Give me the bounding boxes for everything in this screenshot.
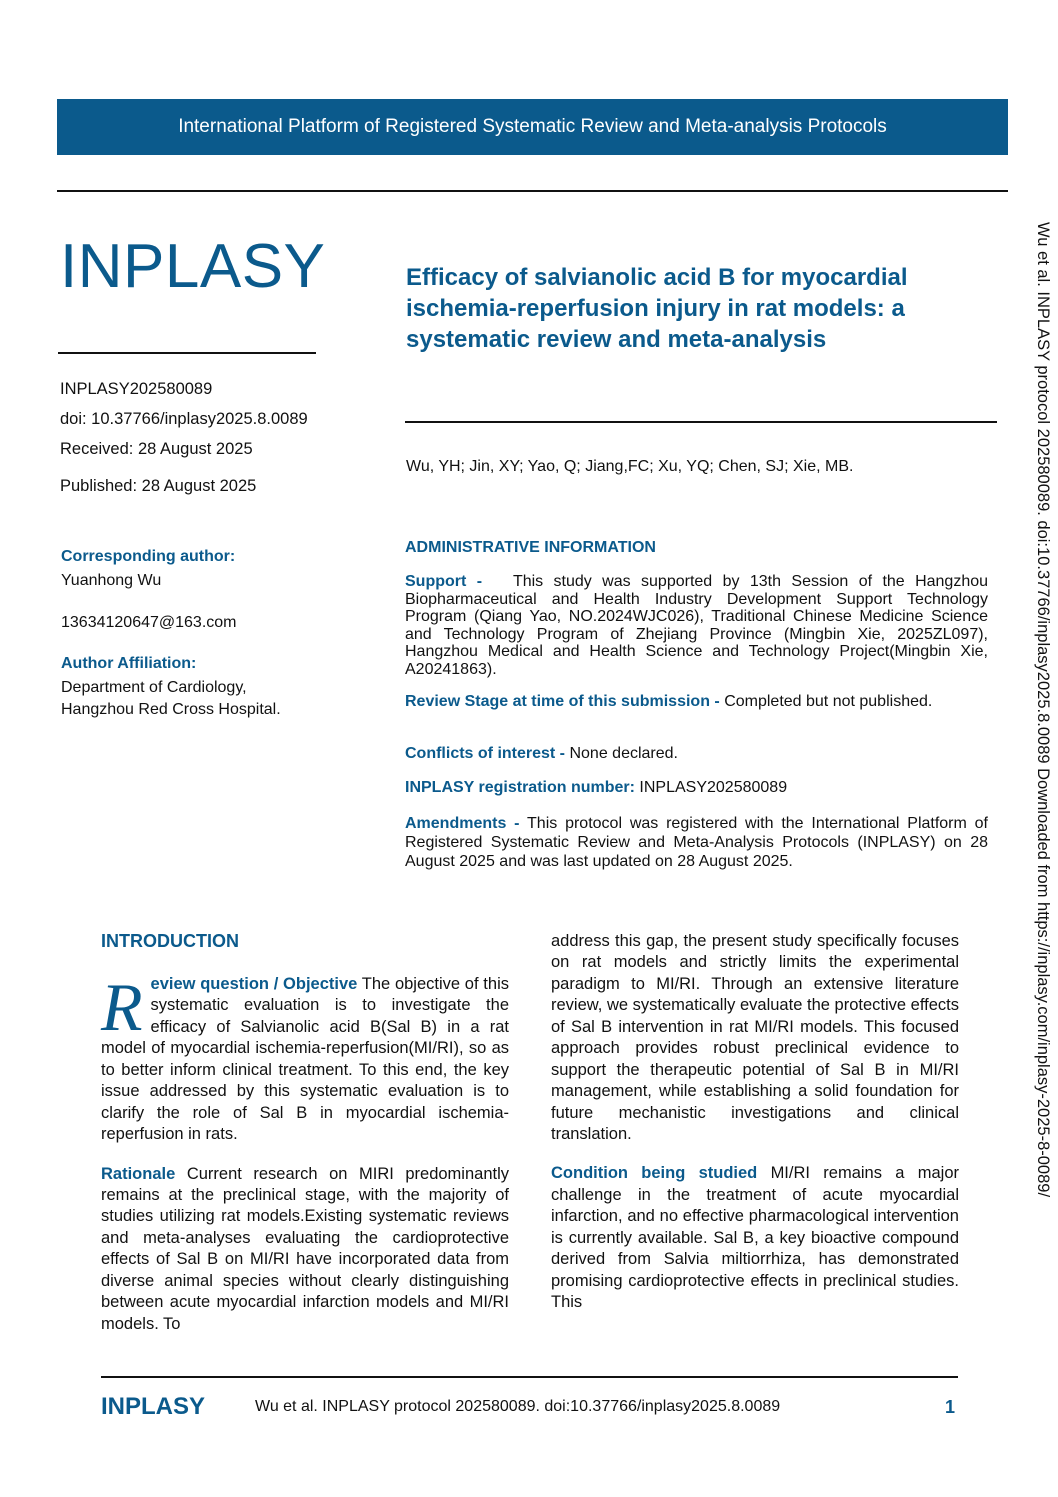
condition-paragraph [551, 1163, 959, 1313]
registration-section [405, 779, 988, 797]
footer-citation: Wu et al. INPLASY protocol 202580089. doi:10.37766/inplasy2025.8.0089 [255, 1398, 781, 1415]
corresponding-author-email: 13634120647@163.com [61, 614, 237, 631]
author-list: Wu, YH; Jin, XY; Yao, Q; Jiang,FC; Xu, YQ; Chen, SJ; Xie, MB. [406, 458, 854, 475]
brand-rule [58, 352, 316, 354]
amendments-label: Amendments - [405, 815, 520, 832]
rationale-paragraph [101, 1164, 509, 1336]
article-title: Efficacy of salvianolic acid B for myocardial ischemia-reperfusion injury in rat models: a systematic review and meta-analysis [406, 264, 908, 354]
condition-text: MI/RI remains a major challenge in the treatment of acute myocardial infarction, and no effective pharmacological intervention is currently available. Sal B, a key bioactive compound derived from Salvia miltiorrhiza, has demonstrated promising cardioprotective effects in preclinical studies. This [551, 1164, 959, 1311]
review-stage-label: Review Stage at time of this submission - [405, 693, 720, 710]
support-section [405, 573, 988, 679]
published-date: Published: 28 August 2025 [60, 477, 257, 495]
affiliation-line-1: Department of Cardiology, [61, 679, 247, 696]
affiliation-line-2: Hangzhou Red Cross Hospital. [61, 701, 281, 718]
column-right [551, 931, 959, 1331]
header-rule [57, 190, 1008, 192]
corresponding-author-label: Corresponding author: [61, 548, 236, 565]
rationale-label: Rationale [101, 1164, 176, 1183]
review-stage-section [405, 693, 988, 711]
amendments-section [405, 814, 988, 872]
support-text: This study was supported by 13th Session of the Hangzhou Biopharmaceutical and Health Industry Development Support Technology Program (Qiang Yao, NO.2024WJC026), Traditional Chinese Medicine Science and Technology Program of Zhejiang Province (Mingbin Xie, 2025ZL097), Hangzhou Medical and Health Science and Technology Project(Mingbin Xie, A20241863). [405, 573, 989, 678]
footer-rule [101, 1376, 958, 1378]
received-date: Received: 28 August 2025 [60, 440, 253, 458]
header-banner: International Platform of Registered Systematic Review and Meta-analysis Protocols [57, 99, 1008, 155]
page-number: 1 [945, 1397, 956, 1417]
review-question-text: The objective of this systematic evaluation is to investigate the efficacy of Salvianolic acid B(Sal B) in a rat model of myocardial ischemia-reperfusion(MI/RI), so as to better inform clinical treatment. To this end, the key issue addressed by this systematic evaluation is to clarify the role of Sal B in myocardial ischemia-reperfusion in rats. [101, 975, 509, 1144]
column-left [101, 969, 510, 1353]
rationale-text: Current research on MIRI predominantly remains at the preclinical stage, with the majority of studies utilizing rat models.Existing systematic reviews and meta-analyses evaluating the cardioprotective effects of Sal B on MI/RI have incorporated data from diverse animal species without clearly distinguishing between acute myocardial infarction models and MI/RI models. To [101, 1164, 510, 1333]
vertical-citation: Wu et al. INPLASY protocol 202580089. doi:10.37766/inplasy2025.8.0089 Downloaded from https://inplasy.com/inplasy-2025-8-0089/ [1034, 222, 1052, 1198]
drop-cap: R [101, 969, 143, 1045]
conflicts-section [405, 745, 988, 763]
review-stage-text: Completed but not published. [724, 693, 933, 710]
conflicts-label: Conflicts of interest - [405, 745, 566, 762]
title-rule [405, 421, 997, 423]
registration-label: INPLASY registration number: [405, 779, 635, 796]
condition-label: Condition being studied [551, 1164, 758, 1183]
registration-number: INPLASY202580089 [639, 779, 788, 796]
footer-brand: INPLASY [101, 1393, 206, 1420]
amendments-text: This protocol was registered with the International Platform of Registered Systematic Review and Meta-Analysis Protocols (INPLASY) on 28 August 2025 and was last updated on 28 August 2025. [405, 815, 989, 871]
affiliation-label: Author Affiliation: [61, 655, 197, 672]
review-question-label: eview question / Objective [150, 975, 358, 993]
protocol-id: INPLASY202580089 [60, 380, 213, 398]
doi: doi: 10.37766/inplasy2025.8.0089 [60, 410, 308, 428]
brand-logo: INPLASY [60, 232, 326, 301]
corresponding-author-name: Yuanhong Wu [61, 572, 162, 589]
conflicts-text: None declared. [569, 745, 678, 762]
support-label: Support - [405, 573, 483, 590]
review-question-paragraph [101, 969, 509, 1146]
introduction-heading: INTRODUCTION [101, 931, 239, 951]
gap-paragraph: address this gap, the present study specifically focuses on rat models and strictly limits the experimental paradigm to MI/RI. Through an extensive literature review, we systematically evaluate the protective effects of Sal B intervention in rat MI/RI models. This focused approach provides robust preclinical evidence to support the therapeutic potential of Sal B in MI/RI management, while establishing a solid foundation for future mechanistic investigations and clinical translation. [551, 932, 959, 1143]
admin-heading: ADMINISTRATIVE INFORMATION [405, 539, 656, 556]
